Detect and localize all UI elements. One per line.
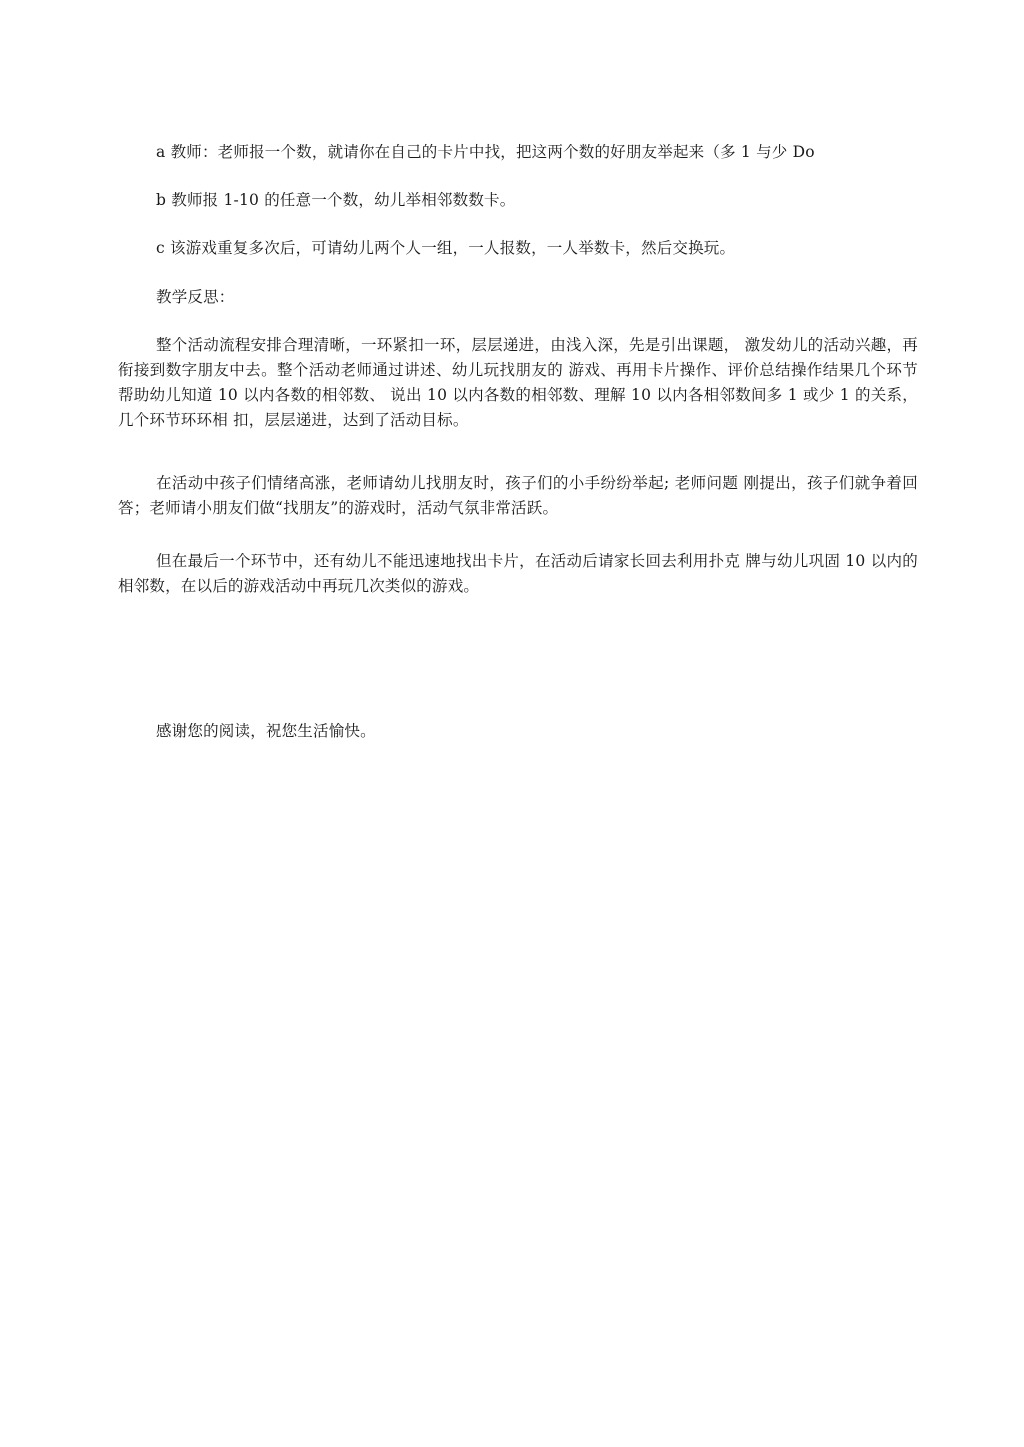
- reflection-heading: 教学反思：: [156, 288, 235, 306]
- reflection-paragraph-1: 整个活动流程安排合理清晰，一环紧扣一环，层层递进，由浅入深，先是引出课题， 激发幼儿的活动兴趣，再衔接到数字朋友中去。整个活动老师通过讲述、幼儿玩找朋友的 游戏、再用卡片操作、评价总结操作结果几个环节帮助幼儿知道 10 以内各数的相邻数、 说出 10 以内各数的相邻数、理解 10 以内各相邻数间多 1 或少 1 的关系，几个环节环环相 扣，层层递进，达到了活动目标。: [118, 336, 918, 429]
- reflection-paragraph-2: 在活动中孩子们情绪高涨，老师请幼儿找朋友时，孩子们的小手纷纷举起; 老师问题 刚提出，孩子们就争着回答；老师请小朋友们做“找朋友”的游戏时，活动气氛非常活跃。: [118, 474, 918, 517]
- activity-step-b: b 教师报 1-10 的任意一个数，幼儿举相邻数数卡。: [156, 191, 516, 209]
- activity-step-c: c 该游戏重复多次后，可请幼儿两个人一组，一人报数，一人举数卡，然后交换玩。: [156, 239, 736, 257]
- activity-step-a: a 教师：老师报一个数，就请你在自己的卡片中找，把这两个数的好朋友举起来（多 1 与少 Do: [156, 143, 815, 161]
- reflection-paragraph-3: 但在最后一个环节中，还有幼儿不能迅速地找出卡片，在活动后请家长回去利用扑克 牌与幼儿巩固 10 以内的相邻数，在以后的游戏活动中再玩几次类似的游戏。: [118, 552, 918, 595]
- closing-note: 感谢您的阅读，祝您生活愉快。: [156, 722, 376, 740]
